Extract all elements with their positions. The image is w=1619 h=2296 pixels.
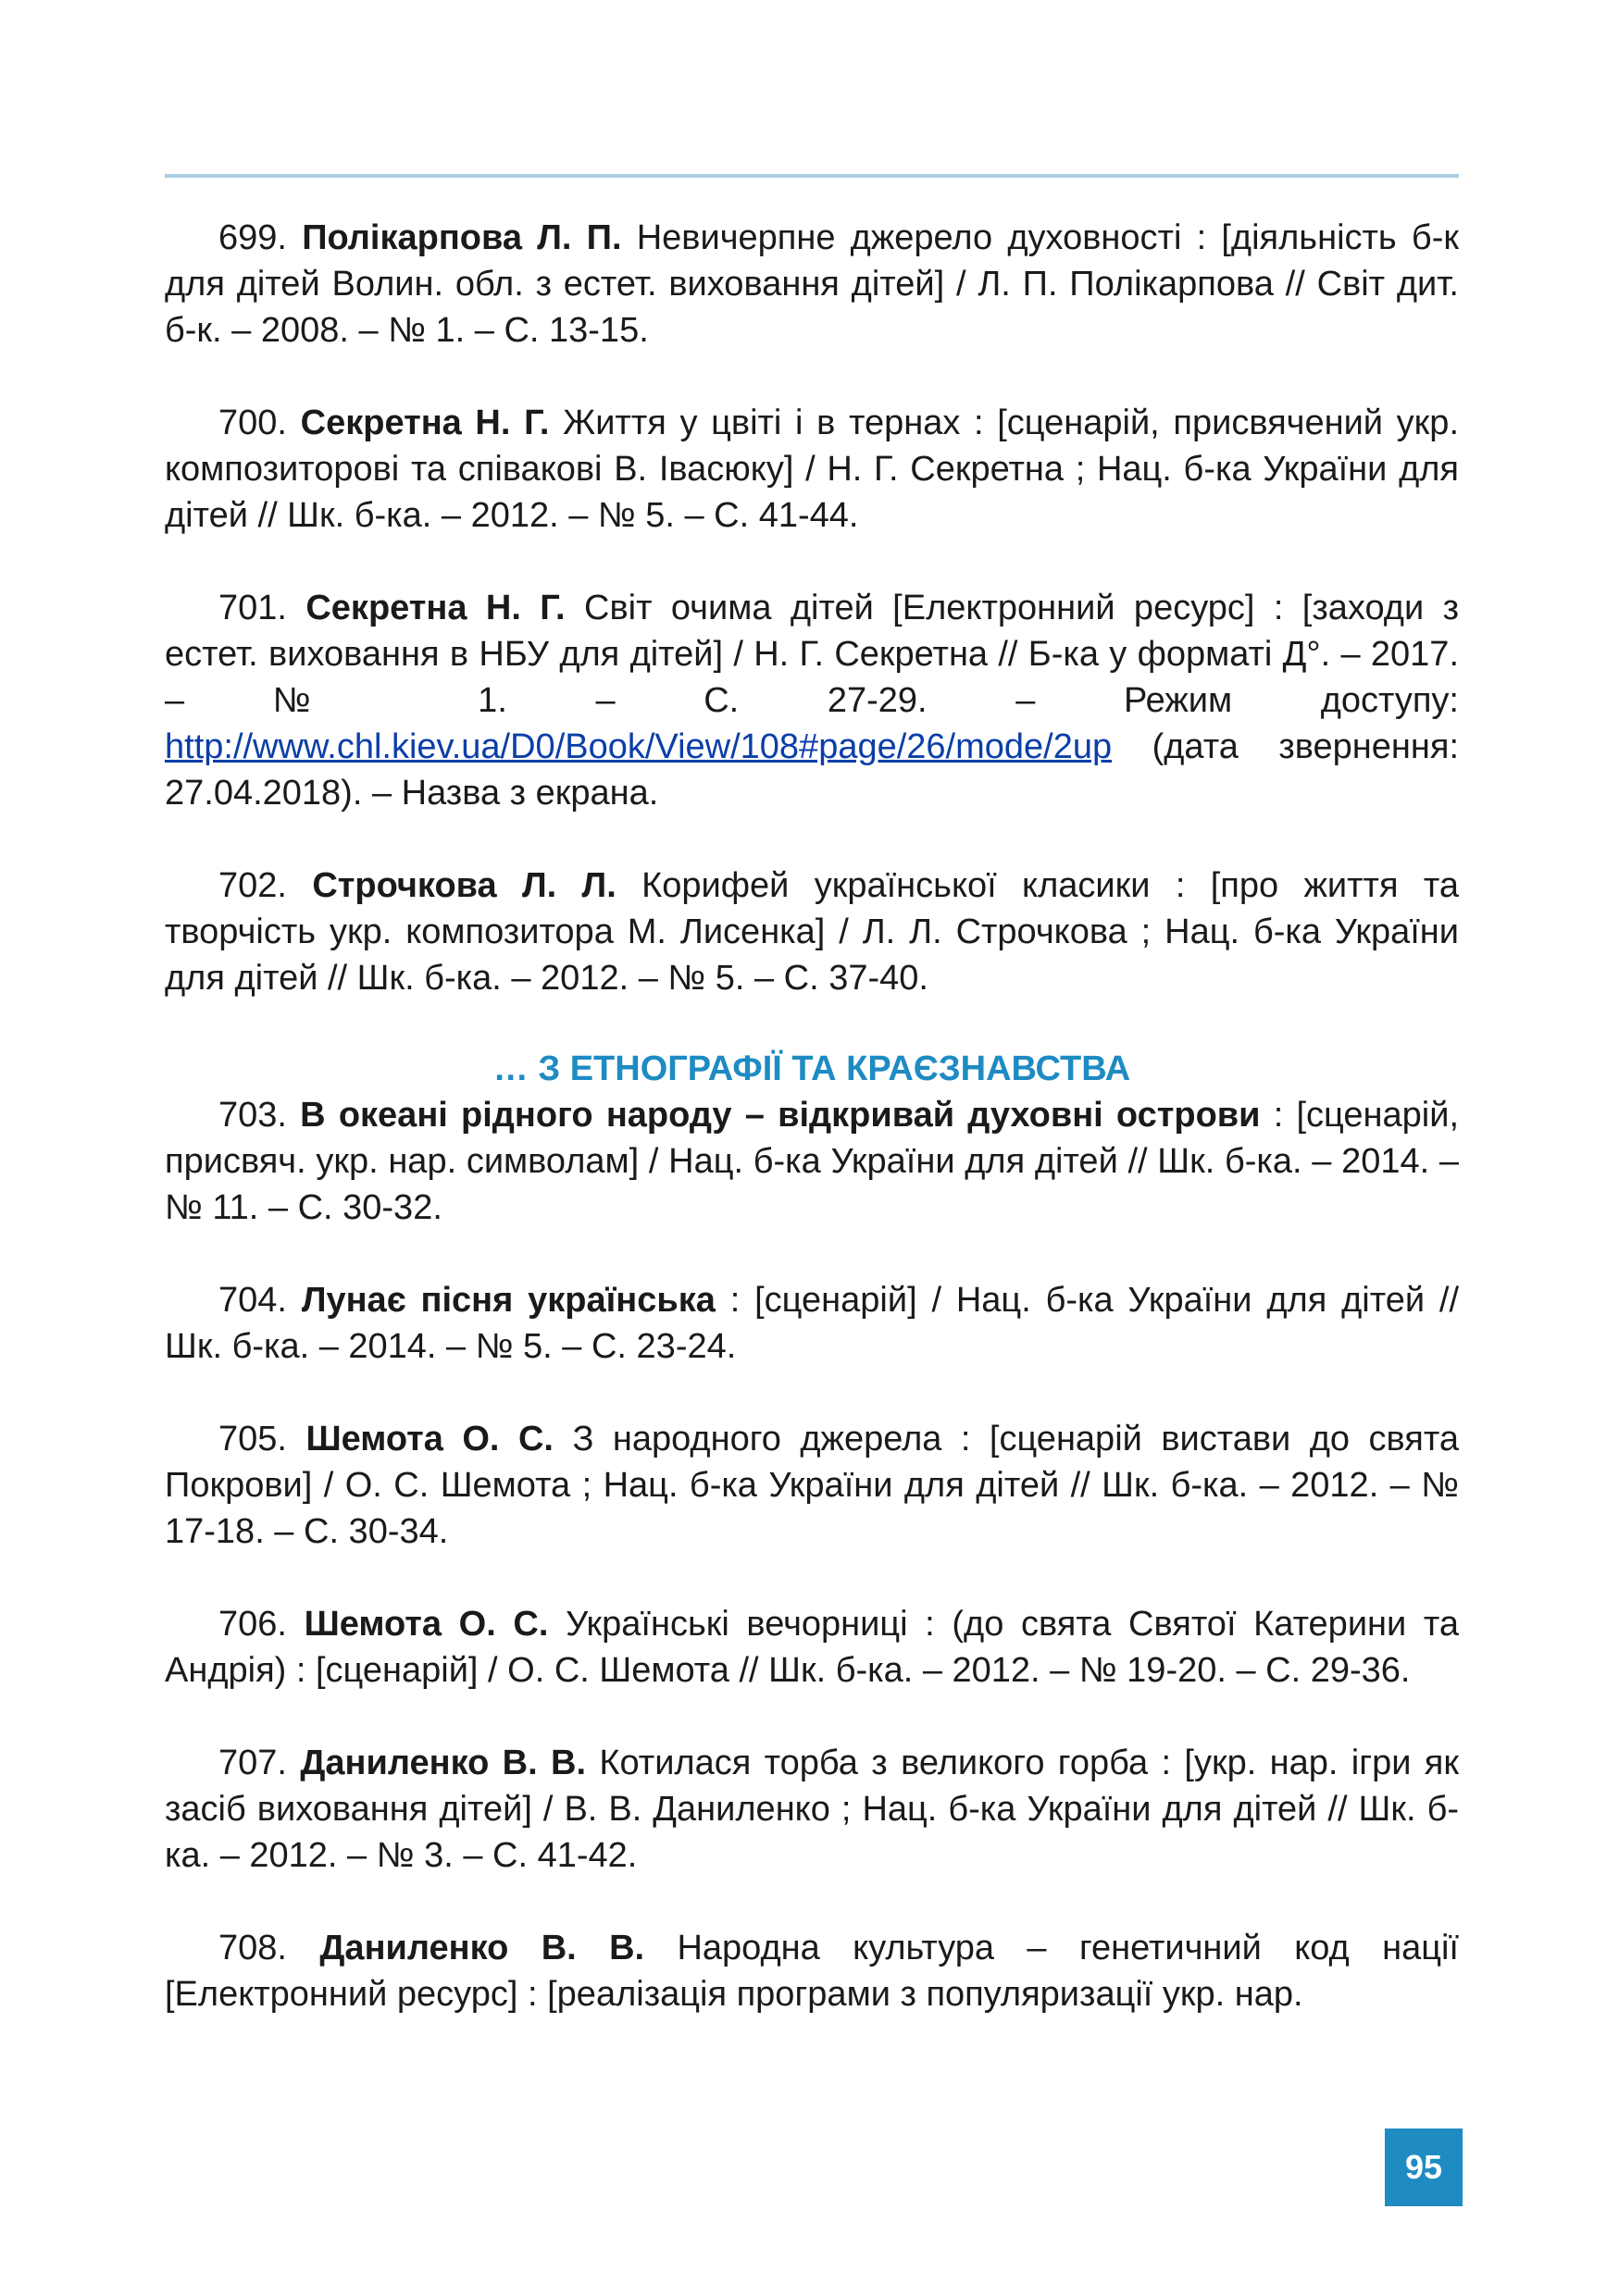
entry-author: Строчкова Л. Л.	[312, 866, 616, 905]
bibliography-entry	[165, 215, 1459, 354]
entry-text-after: (дата звернення: 27.04.2018). – Назва з екрана.	[165, 727, 1459, 813]
page-number: 95	[1385, 2128, 1463, 2206]
entry-text: : [сценарій] / Нац. б-ка України для дітей // Шк. б-ка. – 2014. – № 5. – С. 23-24.	[165, 1281, 1460, 1366]
entry-number: 704.	[218, 1281, 287, 1320]
entry-author: В океані рідного народу – відкривай духовні острови	[300, 1096, 1261, 1135]
top-rule	[165, 174, 1459, 178]
entry-author: Даниленко В. В.	[300, 1744, 587, 1782]
entry-author: Секретна Н. Г.	[300, 403, 550, 442]
entry-number: 705.	[218, 1420, 287, 1458]
entry-number: 701.	[218, 589, 287, 627]
entry-text: Українські вечорниці : (до свята Святої Катерини та Андрія) : [сценарій] / О. С. Шемота // Шк. б-ка. – 2012. – № 19-20. – С. 29-36.	[165, 1605, 1459, 1690]
entry-author: Лунає пісня українська	[301, 1281, 716, 1320]
bibliography-entry	[165, 1277, 1459, 1370]
bibliography-entry	[165, 1740, 1459, 1879]
entry-text: : [сценарій, присвяч. укр. нар. символам] / Нац. б-ка України для дітей // Шк. б-ка. – 2014. – № 11. – С. 30-32.	[165, 1096, 1460, 1227]
entry-author: Даниленко В. В.	[319, 1929, 645, 1967]
entry-author: Шемота О. С.	[305, 1420, 554, 1458]
entry-author: Шемота О. С.	[304, 1605, 549, 1644]
entry-text: Життя у цвіті і в тернах : [сценарій, присвячений укр. композиторові та співакові В. Івасюку] / Н. Г. Секретна ; Нац. б-ка України для дітей // Шк. б-ка. – 2012. – № 5. – С. 41-44.	[165, 403, 1460, 535]
bibliography-entry	[165, 1925, 1459, 2017]
entry-text: Світ очима дітей [Електронний ресурс] : [заходи з естет. виховання в НБУ для дітей] / Н. Г. Секретна // Б-ка у форматі Д°. – 2017. – № 1. – С. 27-29. – Режим доступу:	[165, 589, 1459, 720]
entry-author: Полікарпова Л. П.	[302, 218, 622, 257]
entry-number: 706.	[218, 1605, 287, 1644]
entry-text: Котилася торба з великого горба : [укр. нар. ігри як засіб виховання дітей] / В. В. Даниленко ; Нац. б-ка України для дітей // Шк. б-ка. – 2012. – № 3. – С. 41-42.	[165, 1744, 1459, 1875]
entry-text: Народна культура – генетичний код нації [Електронний ресурс] : [реалізація програми з популяризації укр. нар.	[165, 1929, 1459, 2014]
entry-number: 700.	[218, 403, 287, 442]
entry-link[interactable]: http://www.chl.kiev.ua/D0/Book/View/108#page/26/mode/2up	[165, 727, 1113, 766]
bibliography-entry	[165, 1416, 1459, 1555]
bibliography-entry	[165, 863, 1459, 1001]
entry-number: 699.	[218, 218, 287, 257]
bibliography-entry	[165, 400, 1459, 539]
bibliography-list	[165, 215, 1459, 2064]
entry-text: З народного джерела : [сценарій вистави до свята Покрови] / О. С. Шемота ; Нац. б-ка України для дітей // Шк. б-ка. – 2012. – № 17-18. – С. 30-34.	[165, 1420, 1459, 1551]
bibliography-entry	[165, 1092, 1459, 1231]
bibliography-entry	[165, 585, 1459, 816]
entry-number: 702.	[218, 866, 287, 905]
bibliography-entry	[165, 1601, 1459, 1694]
entry-text: Невичерпне джерело духовності : [діяльність б-к для дітей Волин. обл. з естет. виховання дітей] / Л. П. Полікарпова // Світ дит. б-к. – 2008. – № 1. – С. 13-15.	[165, 218, 1459, 350]
entry-number: 708.	[218, 1929, 287, 1967]
entry-number: 703.	[218, 1096, 287, 1135]
entry-text: Корифей української класики : [про життя та творчість укр. композитора М. Лисенка] / Л. Л. Строчкова ; Нац. б-ка України для дітей // Шк. б-ка. – 2012. – № 5. – С. 37-40.	[165, 866, 1459, 998]
section-heading: … З ЕТНОГРАФІЇ ТА КРАЄЗНАВСТВА	[492, 1049, 1131, 1088]
entry-number: 707.	[218, 1744, 287, 1782]
entry-author: Секретна Н. Г.	[305, 589, 566, 627]
